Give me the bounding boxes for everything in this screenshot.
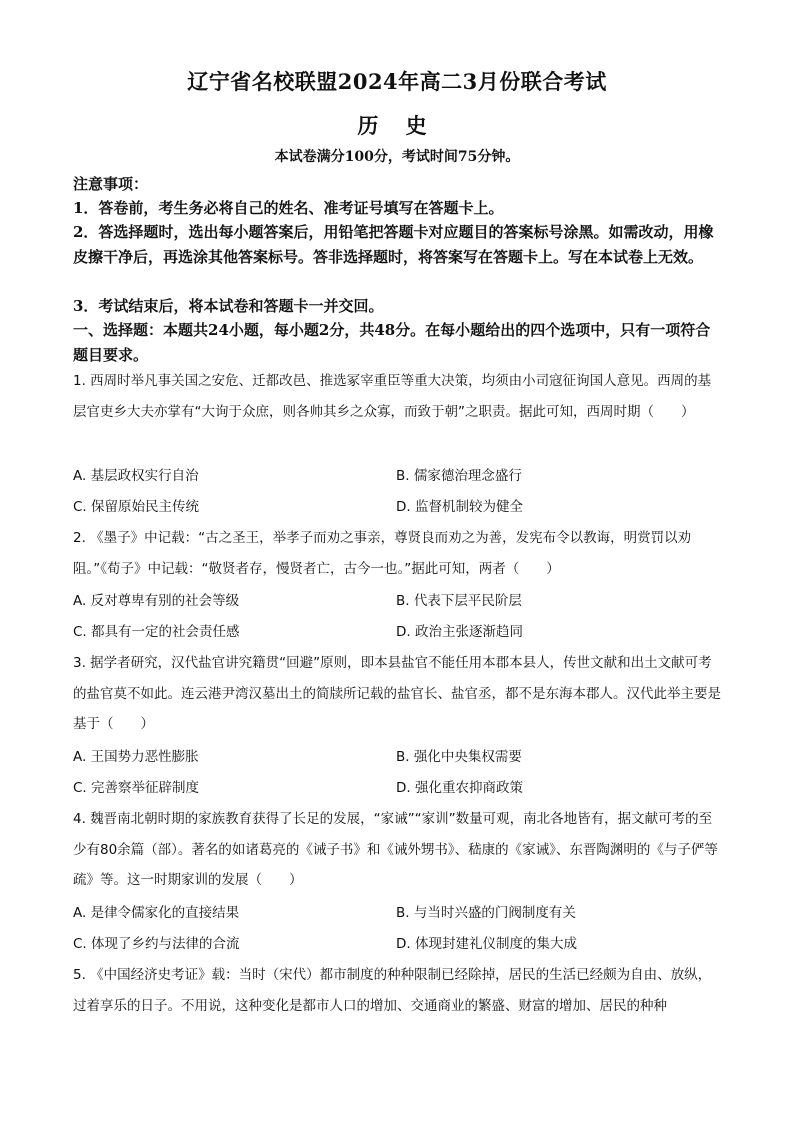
question-1-option-c[interactable]: C. 保留原始民主传统	[73, 499, 200, 515]
exam-info: 本试卷满分100分，考试时间75分钟。	[274, 149, 520, 165]
question-2-option-c[interactable]: C. 都具有一定的社会责任感	[73, 624, 240, 640]
notice-item-2: 2．答选择题时，选出每小题答案后，用铅笔把答题卡对应题目的答案标号涂黑。如需改动，用橡皮擦干净后，再选涂其他答案标号。答非选择题时，将答案写在答题卡上。写在本试卷上无效。	[73, 223, 714, 266]
exam-title: 辽宁省名校联盟2024年高二3月份联合考试	[187, 69, 607, 94]
question-2-stem: 2. 《墨子》中记载：“古之圣王，举孝子而劝之事亲，尊贤良而劝之为善，发宪布令以教诲，明赏罚以劝阻。”《荀子》中记载：“敬贤者存，慢贤者亡，古今一也。”据此可知，两者（ ）	[73, 530, 692, 577]
question-2-option-b[interactable]: B. 代表下层平民阶层	[396, 593, 522, 609]
question-4-option-b[interactable]: B. 与当时兴盛的门阀制度有关	[396, 905, 576, 921]
notice-item-1: 1．答卷前，考生务必将自己的姓名、准考证号填写在答题卡上。	[73, 199, 504, 217]
question-4-option-c[interactable]: C. 体现了乡约与法律的合流	[73, 936, 240, 952]
question-4-stem: 4. 魏晋南北朝时期的家族教育获得了长足的发展，“家诫”“家训”数量可观，南北各地皆有，据文献可考的至少有80余篇（部）。著名的如诸葛亮的《诫子书》和《诫外甥书》、嵇康的《家诫》、东晋陶渊明的《与子俨等疏》等。这一时期家训的发展（ ）	[73, 811, 718, 888]
section-heading: 一、选择题：本题共24小题，每小题2分，共48分。在每小题给出的四个选项中，只有一项符合题目要求。	[73, 321, 711, 364]
question-3-stem: 3. 据学者研究，汉代盐官讲究籍贯“回避”原则，即本县盐官不能任用本郡本县人，传世文献和出土文献可考的盐官莫不如此。连云港尹湾汉墓出土的简牍所记载的盐官长、盐官丞，都不是东海本郡人。汉代此举主要是基于（ ）	[73, 655, 721, 732]
question-4-option-a[interactable]: A. 是律令儒家化的直接结果	[73, 905, 240, 921]
question-3-option-b[interactable]: B. 强化中央集权需要	[396, 749, 522, 765]
question-3-option-a[interactable]: A. 王国势力恶性膨胀	[73, 749, 199, 765]
question-3-option-d[interactable]: D. 强化重农抑商政策	[396, 780, 523, 796]
question-1-option-d[interactable]: D. 监督机制较为健全	[396, 499, 523, 515]
question-1-stem: 1. 西周时举凡事关国之安危、迁都改邑、推选冢宰重臣等重大决策，均须由小司寇征询国人意见。西周的基层官吏乡大夫亦掌有“大询于众庶，则各帅其乡之众寡，而致于朝”之职责。据此可知，西周时期（ ）	[73, 373, 712, 420]
subject-title: 历 史	[357, 113, 437, 138]
question-2-option-d[interactable]: D. 政治主张逐渐趋同	[396, 624, 523, 640]
question-1-option-a[interactable]: A. 基层政权实行自治	[73, 468, 199, 484]
notice-item-3: 3．考试结束后，将本试卷和答题卡一并交回。	[73, 297, 384, 315]
notice-heading: 注意事项：	[73, 175, 149, 193]
question-2-option-a[interactable]: A. 反对尊卑有别的社会等级	[73, 593, 240, 609]
question-3-option-c[interactable]: C. 完善察举征辟制度	[73, 780, 200, 796]
question-5-stem: 5. 《中国经济史考证》载：当时（宋代）都市制度的种种限制已经除掉，居民的生活已经颇为自由、放纵，过着享乐的日子。不用说，这种变化是都市人口的增加、交通商业的繁盛、财富的增加、居民的种种	[73, 967, 712, 1014]
question-1-option-b[interactable]: B. 儒家德治理念盛行	[396, 468, 522, 484]
question-4-option-d[interactable]: D. 体现封建礼仪制度的集大成	[396, 936, 577, 952]
